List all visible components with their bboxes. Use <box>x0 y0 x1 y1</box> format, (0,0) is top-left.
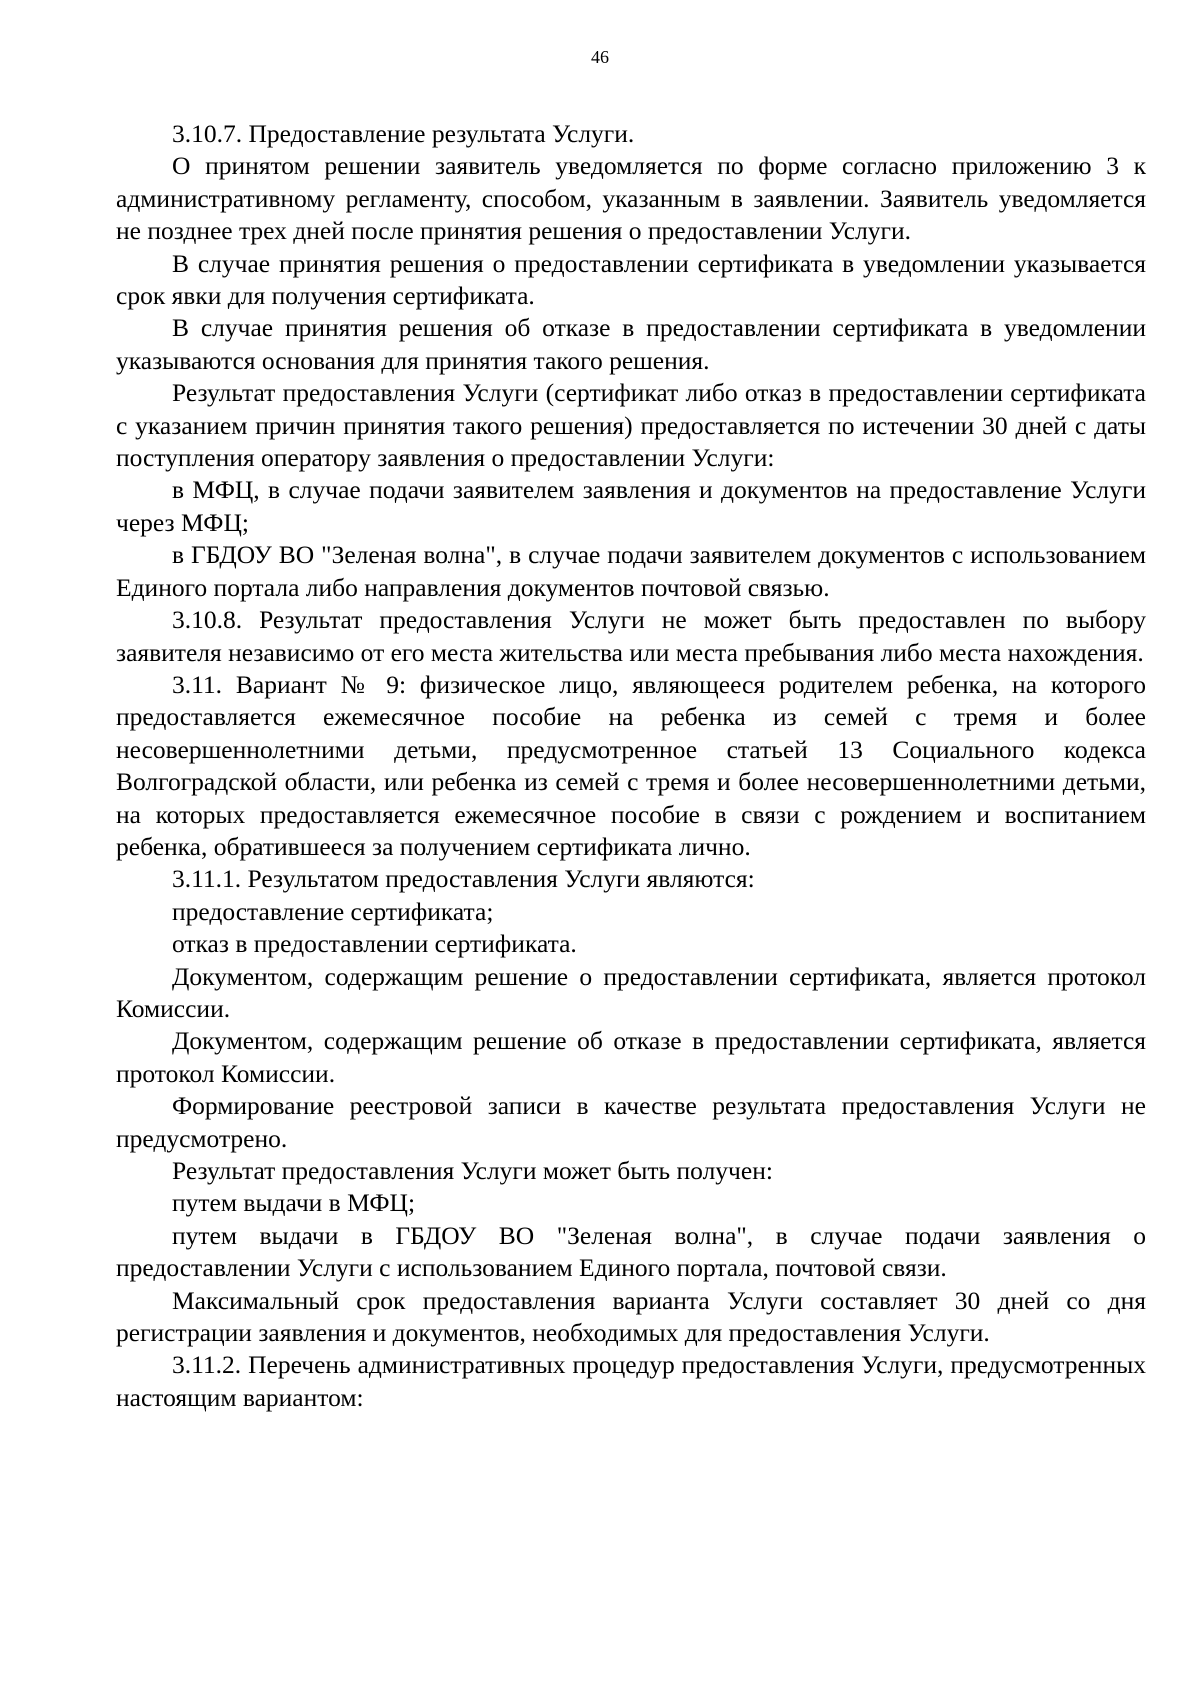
list-item: в МФЦ, в случае подачи заявителем заявления и документов на предоставление Услуги через МФЦ; <box>116 475 1146 537</box>
paragraph: Результат предоставления Услуги (сертификат либо отказ в предоставлении сертификата с указанием причин принятия такого решения) предоставляется по истечении 30 дней с даты поступления оператору заявления о предоставлении Услуги: <box>116 378 1146 473</box>
paragraph: В случае принятия решения о предоставлении сертификата в уведомлении указывается срок явки для получения сертификата. <box>116 248 1146 311</box>
paragraph-3-10-7-heading: 3.10.7. Предоставление результата Услуги. <box>172 119 635 148</box>
paragraph: Формирование реестровой записи в качестве результата предоставления Услуги не предусмотрено. <box>116 1091 1146 1153</box>
list-item: путем выдачи в ГБДОУ ВО "Зеленая волна", в случае подачи заявления о предоставлении Услуги с использованием Единого портала, почтовой связи. <box>116 1220 1146 1283</box>
list-item: в ГБДОУ ВО "Зеленая волна", в случае подачи заявителем документов с использованием Единого портала либо направления документов почтовой связью. <box>116 540 1146 602</box>
paragraph: Документом, содержащим решение о предоставлении сертификата, является протокол Комиссии. <box>116 961 1146 1023</box>
paragraph: Документом, содержащим решение об отказе в предоставлении сертификата, является протокол Комиссии. <box>116 1026 1146 1088</box>
paragraph-3-10-8: 3.10.8. Результат предоставления Услуги не может быть предоставлен по выбору заявителя независимо от его места жительства или места пребывания либо места нахождения. <box>116 605 1146 667</box>
document-body <box>116 118 1146 1414</box>
paragraph-3-11-1: 3.11.1. Результатом предоставления Услуги являются: <box>172 864 755 894</box>
list-item: путем выдачи в МФЦ; <box>172 1188 416 1218</box>
paragraph-3-11: 3.11. Вариант № 9: физическое лицо, являющееся родителем ребенка, на которого предоставляется ежемесячное пособие на ребенка из семей с тремя и более несовершеннолетними детьми, предусмотренное статьей 13 Социального кодекса Волгоградской области, или ребенка из семей с тремя и более несовершеннолетними детьми, на которых предоставляется ежемесячное пособие в связи с рождением и воспитанием ребенка, обратившееся за получением сертификата лично. <box>116 669 1146 861</box>
list-item: отказ в предоставлении сертификата. <box>172 929 577 959</box>
page-number: 46 <box>591 47 609 67</box>
paragraph: Результат предоставления Услуги может быть получен: <box>172 1156 773 1185</box>
paragraph: Максимальный срок предоставления варианта Услуги составляет 30 дней со дня регистрации заявления и документов, необходимых для предоставления Услуги. <box>116 1285 1146 1348</box>
paragraph: О принятом решении заявитель уведомляется по форме согласно приложению 3 к административному регламенту, способом, указанным в заявлении. Заявитель уведомляется не позднее трех дней после принятия решения о предоставлении Услуги. <box>116 151 1146 246</box>
list-item: предоставление сертификата; <box>172 896 494 926</box>
paragraph: В случае принятия решения об отказе в предоставлении сертификата в уведомлении указываются основания для принятия такого решения. <box>116 313 1146 375</box>
paragraph-3-11-2: 3.11.2. Перечень административных процедур предоставления Услуги, предусмотренных настоящим вариантом: <box>116 1350 1146 1412</box>
